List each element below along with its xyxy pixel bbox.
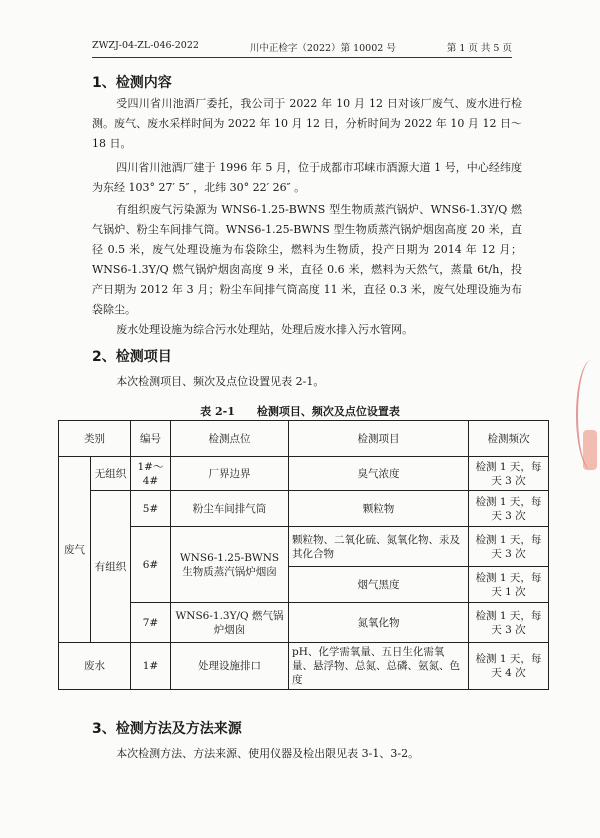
detection-items-table: [58, 420, 549, 690]
table-row: [59, 603, 549, 643]
doc-code: ZWZJ-04-ZL-046-2022: [92, 40, 199, 51]
section1-paragraph-2: 四川省川池酒厂建于 1996 年 5 月，位于成都市邛崃市酒源大道 1 号，中心经纬度为东经 103° 27′ 5″ ，北纬 30° 22′ 26″ 。: [92, 161, 522, 194]
cell-site: 厂界边界: [171, 457, 289, 491]
cell-site: 处理设施排口: [171, 643, 289, 690]
table-row: [59, 643, 549, 690]
table-header-row: [59, 421, 549, 457]
table-row: [59, 457, 549, 491]
col-item: 检测项目: [289, 421, 469, 457]
cell-number: 1#: [131, 643, 171, 690]
table-row: [59, 491, 549, 527]
cell-frequency: 检测 1 天，每天 1 次: [469, 567, 549, 603]
cell-item: 颗粒物、二氧化硫、氮氧化物、汞及其化合物: [289, 527, 469, 567]
cell-number: 6#: [131, 527, 171, 603]
cell-category-gas: 废气: [59, 457, 91, 643]
table-row: [59, 527, 549, 567]
cell-category-water: 废水: [59, 643, 131, 690]
cell-item: 臭气浓度: [289, 457, 469, 491]
section1-paragraph-1: 受四川省川池酒厂委托，我公司于 2022 年 10 月 12 日对该厂废气、废水进行检测。废气、废水采样时间为 2022 年 10 月 12 日，分析时间为 2022 年 10 月 12 日～18 日。: [92, 97, 522, 150]
section2-paragraph-1: 本次检测项目、频次及点位设置见表 2-1。: [116, 375, 325, 388]
cell-sub-organized: 有组织: [91, 491, 131, 643]
section1-paragraph-4: 废水处理设施为综合污水处理站，处理后废水排入污水管网。: [116, 323, 414, 336]
seal-stamp-mark: [583, 430, 597, 470]
cell-frequency: 检测 1 天，每天 3 次: [469, 491, 549, 527]
cell-frequency: 检测 1 天，每天 3 次: [469, 527, 549, 567]
cell-frequency: 检测 1 天，每天 3 次: [469, 603, 549, 643]
section1-title: 1、检测内容: [92, 75, 172, 91]
cell-number: 5#: [131, 491, 171, 527]
cell-number: 1#～4#: [131, 457, 171, 491]
cell-frequency: 检测 1 天，每天 3 次: [469, 457, 549, 491]
section2-title: 2、检测项目: [92, 349, 172, 365]
page-info: 第 1 页 共 5 页: [446, 43, 512, 54]
section3-paragraph-1: 本次检测方法、方法来源、使用仪器及检出限见表 3-1、3-2。: [116, 747, 420, 760]
report-number: 川中正检字（2022）第 10002 号: [249, 43, 396, 54]
cell-item: 烟气黑度: [289, 567, 469, 603]
cell-site: WNS6-1.3Y/Q 燃气锅炉烟囱: [171, 603, 289, 643]
cell-site: 粉尘车间排气筒: [171, 491, 289, 527]
cell-item: pH、化学需氧量、五日生化需氧量、悬浮物、总氮、总磷、氨氮、色度: [289, 643, 469, 690]
cell-site: WNS6-1.25-BWNS 生物质蒸汽锅炉烟囱: [171, 527, 289, 603]
cell-frequency: 检测 1 天，每天 4 次: [469, 643, 549, 690]
cell-sub-unorganized: 无组织: [91, 457, 131, 491]
section3-title: 3、检测方法及方法来源: [92, 721, 242, 737]
cell-item: 颗粒物: [289, 491, 469, 527]
col-frequency: 检测频次: [469, 421, 549, 457]
cell-item: 氮氧化物: [289, 603, 469, 643]
col-category: 类别: [59, 421, 131, 457]
section1-paragraph-3: 有组织废气污染源为 WNS6-1.25-BWNS 型生物质蒸汽锅炉、WNS6-1.3Y/Q 燃气锅炉、粉尘车间排气筒。WNS6-1.25-BWNS 型生物质蒸汽锅炉烟囱高度 20 米，直径 0.5 米，废气处理设施为布袋除尘，燃料为生物质，投产日期为 2014 年 12 月；WNS6-1.3Y/Q 燃气锅炉烟囱高度 9 米，直径 0.6 米，燃料为天然气，蒸量 6t/h，投产日期为 2012 年 3 月；粉尘车间排气筒高度 11 米，直径 0.3 米，废气处理设施为布袋除尘。: [92, 203, 522, 316]
col-site: 检测点位: [171, 421, 289, 457]
page-header: [92, 40, 512, 58]
col-number: 编号: [131, 421, 171, 457]
cell-number: 7#: [131, 603, 171, 643]
table-caption: 表 2-1 检测项目、频次及点位设置表: [200, 405, 400, 418]
